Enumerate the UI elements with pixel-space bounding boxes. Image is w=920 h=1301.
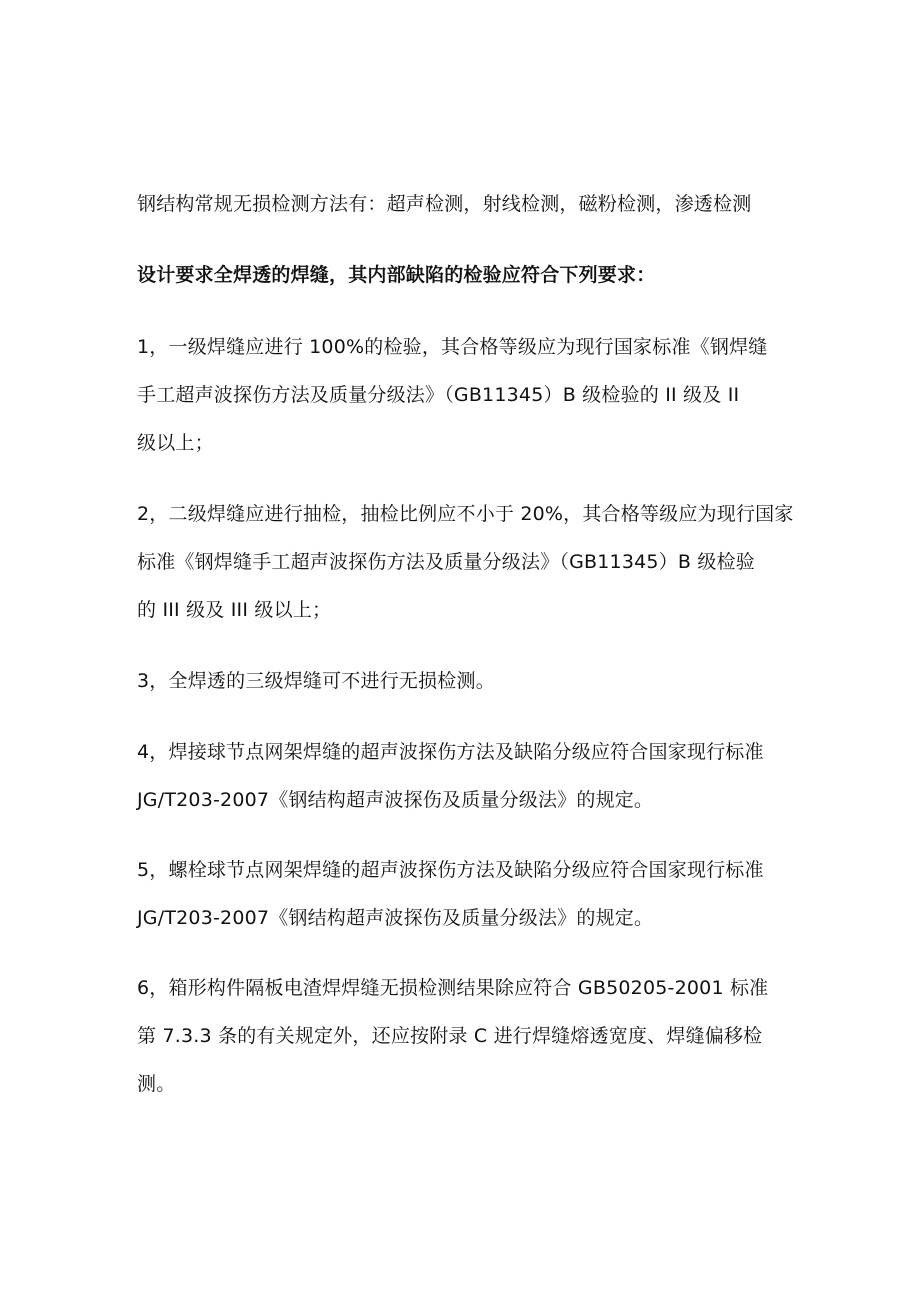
item-2-line-2: 标准《钢焊缝手工超声波探伤方法及质量分级法》（GB11345）B 级检验 xyxy=(137,551,755,573)
item-2-line-3: 的 III 级及 III 级以上； xyxy=(137,599,332,621)
item-6-line-1: 6，箱形构件隔板电渣焊焊缝无损检测结果除应符合 GB50205-2001 标准 xyxy=(137,977,769,999)
item-2-line-1: 2，二级焊缝应进行抽检，抽检比例应不小于 20%，其合格等级应为现行国家 xyxy=(137,503,794,525)
item-3-line-1: 3，全焊透的三级焊缝可不进行无损检测。 xyxy=(137,670,495,692)
section-heading: 设计要求全焊透的焊缝，其内部缺陷的检验应符合下列要求： xyxy=(137,264,656,286)
item-6-line-2: 第 7.3.3 条的有关规定外，还应按附录 C 进行焊缝熔透宽度、焊缝偏移检 xyxy=(137,1025,763,1047)
item-5-line-1: 5，螺栓球节点网架焊缝的超声波探伤方法及缺陷分级应符合国家现行标准 xyxy=(137,859,764,881)
intro-paragraph: 钢结构常规无损检测方法有：超声检测，射线检测，磁粉检测，渗透检测 xyxy=(137,193,752,215)
item-4-line-2: JG/T203-2007《钢结构超声波探伤及质量分级法》的规定。 xyxy=(137,789,654,811)
item-6-line-3: 测。 xyxy=(137,1073,176,1095)
item-1-line-1: 1，一级焊缝应进行 100%的检验，其合格等级应为现行国家标准《钢焊缝 xyxy=(137,336,768,358)
item-1-line-2: 手工超声波探伤方法及质量分级法》（GB11345）B 级检验的 II 级及 II xyxy=(137,384,740,406)
item-4-line-1: 4，焊接球节点网架焊缝的超声波探伤方法及缺陷分级应符合国家现行标准 xyxy=(137,741,764,763)
item-1-line-3: 级以上； xyxy=(137,432,214,454)
item-5-line-2: JG/T203-2007《钢结构超声波探伤及质量分级法》的规定。 xyxy=(137,907,654,929)
